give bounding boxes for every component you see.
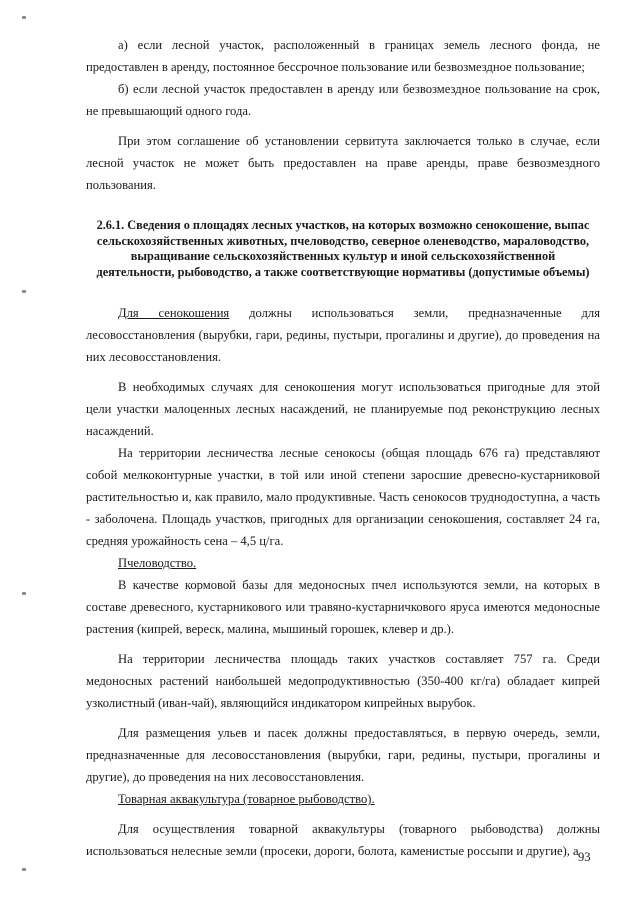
scan-margin-mark [22, 868, 26, 871]
paragraph-haymaking-intro [86, 302, 600, 368]
paragraph-clause-b: б) если лесной участок предоставлен в аренду или безвозмездное пользование на срок, не превышающий одного года. [86, 82, 600, 118]
paragraph-clause-a: а) если лесной участок, расположенный в границах земель лесного фонда, не предоставлен в аренду, постоянное бессрочное пользование или безвозмездное пользование; [86, 38, 600, 74]
scan-margin-mark [22, 290, 26, 293]
aquaculture-label: Товарная аквакультура (товарное рыбоводство). [118, 792, 375, 806]
paragraph-servitude: При этом соглашение об установлении сервитута заключается только в случае, если лесной участок не может быть предоставлен на праве аренды, праве безвозмездного пользования. [86, 134, 600, 192]
paragraph-aquaculture-label [86, 788, 600, 810]
paragraph-beekeeping-base: В качестве кормовой базы для медоносных пчел используются земли, на которых в составе древесного, кустарникового или травяно-кустарничкового яруса имеются медоносные растения (кипрей, вереск, малина, мышиный горошек, клевер и др.). [86, 578, 600, 636]
haymaking-label: Для сенокошения [118, 306, 230, 320]
page-number: 93 [578, 850, 591, 864]
paragraph-beekeeping-area: На территории лесничества площадь таких участков составляет 757 га. Среди медоносных растений наибольшей медопродуктивностью (350-400 кг/га) обладает кипрей узколистный (иван-чай), являющийся индикатором кипрейных вырубок. [86, 652, 600, 710]
paragraph-haymaking-territory: На территории лесничества лесные сенокосы (общая площадь 676 га) представляют собой мелкоконтурные участки, в той или иной степени заросшие древесно-кустарниковой растительностью и, как правило, мало продуктивные. Часть сенокосов труднодоступна, а часть - заболочена. Площадь участков, пригодных для организации сенокошения, составляет 24 га, средняя урожайность сена – 4,5 ц/га. [86, 446, 600, 548]
section-heading: 2.6.1. Сведения о площадях лесных участков, на которых возможно сенокошение, выпас сельскохозяйственных животных, пчеловодство, северное оленеводство, мараловодство, выращивание сельскохозяйственных культур и иной сельскохозяйственной деятельности, рыбоводство, а также соответствующие нормативы (допустимые объемы) [96, 218, 590, 279]
scan-margin-mark [22, 16, 26, 19]
beekeeping-label: Пчеловодство. [118, 556, 197, 570]
document-page [86, 34, 600, 862]
paragraph-beekeeping-label [86, 552, 600, 574]
paragraph-beekeeping-hives: Для размещения ульев и пасек должны предоставляться, в первую очередь, земли, предназначенные для лесовосстановления (вырубки, гари, редины, пустыри, прогалины и другие), до проведения на них лесовосстановления. [86, 726, 600, 784]
haymaking-text: должны использоваться земли, предназначенные для лесовосстановления (вырубки, гари, редины, пустыри, прогалины и другие), до проведения на них лесовосстановления. [86, 306, 600, 364]
paragraph-aquaculture: Для осуществления товарной аквакультуры (товарного рыбоводства) должны использоваться нелесные земли (просеки, дороги, болота, каменистые россыпи и другие), а [86, 822, 600, 858]
paragraph-haymaking-cases: В необходимых случаях для сенокошения могут использоваться пригодные для этой цели участки малоценных лесных насаждений, не планируемые под реконструкцию лесных насаждений. [86, 380, 600, 438]
scan-margin-mark [22, 592, 26, 595]
